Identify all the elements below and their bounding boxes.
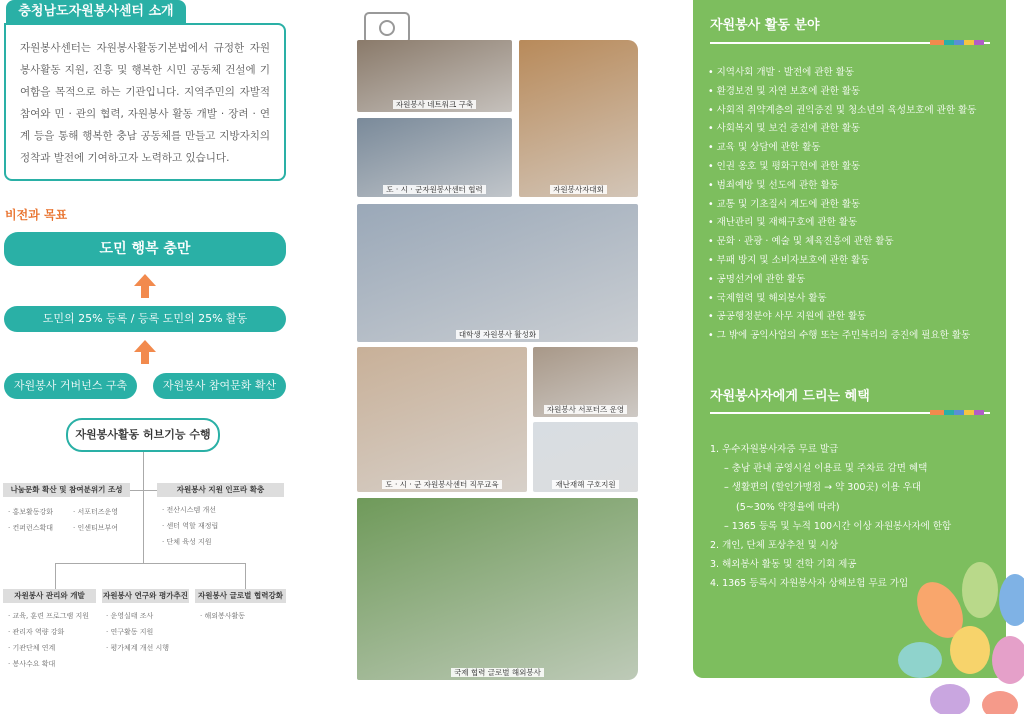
task-title: 자원봉사 글로벌 협력강화 — [195, 589, 286, 603]
task-item: · 홍보활동강화 — [8, 508, 54, 516]
activity-item: • 교육 및 상담에 관한 활동 — [708, 142, 821, 154]
photo-network: 자원봉사 네트워크 구축 — [357, 40, 512, 112]
connector-line — [55, 563, 245, 564]
task-item: · 교육, 훈련 프로그램 지원 — [8, 612, 89, 620]
hub-box: 자원봉사활동 허브기능 수행 — [66, 418, 220, 452]
task-item: · 서포터즈운영 — [73, 508, 119, 516]
strategy-pill: 자원봉사 거버넌스 구축 — [4, 373, 137, 399]
activity-item: • 교통 및 기초질서 계도에 관한 활동 — [708, 198, 861, 210]
task-items — [8, 504, 138, 536]
activity-item: • 재난관리 및 재해구호에 관한 활동 — [708, 217, 858, 229]
vision-pill: 도민 행복 충만 — [4, 232, 286, 266]
task-item: · 센터 역할 재정립 — [162, 522, 219, 530]
intro-title: 충청남도자원봉사센터 소개 — [6, 0, 186, 24]
task-item: · 관리자 역량 강화 — [8, 628, 65, 636]
benefit-item: – 1365 등록 및 누적 100시간 이상 자원봉사자에 한함 — [724, 520, 952, 532]
task-item: · 평가체계 개선 시행 — [106, 644, 169, 652]
task-item: · 기관단체 연계 — [8, 644, 56, 652]
photo-training: 도 · 시 · 군 자원봉사센터 직무교육 — [357, 347, 527, 492]
task-item: · 운영실태 조사 — [106, 612, 154, 620]
activity-item: • 공명선거에 관한 활동 — [708, 273, 806, 285]
benefits-title: 자원봉사자에게 드리는 혜택 — [710, 389, 870, 404]
task-item: · 전산시스템 개선 — [162, 506, 217, 514]
activities-title: 자원봉사 활동 분야 — [710, 18, 820, 33]
benefit-item: 3. 해외봉사 활동 및 견학 기회 제공 — [710, 559, 857, 571]
activity-item: • 환경보전 및 자연 보호에 관한 활동 — [708, 85, 861, 97]
task-title: 자원봉사 지원 인프라 확충 — [157, 483, 284, 497]
color-stripe — [930, 410, 984, 415]
task-title: 자원봉사 연구와 평가추진 — [102, 589, 189, 603]
task-item: · 인센티브부여 — [73, 524, 119, 532]
color-stripe — [930, 40, 984, 45]
task-item: · 연구활동 지원 — [106, 628, 154, 636]
activity-item: • 그 밖에 공익사업의 수행 또는 주민복리의 증진에 필요한 활동 — [708, 330, 971, 342]
photo-convention: 자원봉사자대회 — [519, 40, 638, 197]
activities-list — [708, 64, 1003, 346]
goal-pill: 도민의 25% 등록 / 등록 도민의 25% 활동 — [4, 306, 286, 332]
task-item: · 컨퍼런스확대 — [8, 524, 54, 532]
activity-item: • 지역사회 개발 · 발전에 관한 활동 — [708, 67, 855, 78]
connector-line — [245, 563, 246, 589]
benefit-item: (5~30% 약정율에 따라) — [736, 501, 840, 513]
task-title: 나눔문화 확산 및 참여분위기 조성 — [3, 483, 130, 497]
activity-item: • 국제협력 및 해외봉사 활동 — [708, 292, 827, 304]
activity-item: • 인권 옹호 및 평화구현에 관한 활동 — [708, 160, 861, 172]
benefit-item: 1. 우수자원봉사자증 무료 발급 — [710, 444, 839, 455]
benefit-item: – 생활편의 (할인가맹점 → 약 300곳) 이용 우대 — [724, 482, 922, 494]
strategy-pill: 자원봉사 참여문화 확산 — [153, 373, 286, 399]
task-item: · 봉사수요 확대 — [8, 660, 56, 668]
task-title: 자원봉사 관리와 개발 — [3, 589, 96, 603]
photo-university: 대학생 자원봉사 활성화 — [357, 204, 638, 342]
activity-item: • 사회복지 및 보건 증진에 관한 활동 — [708, 123, 861, 135]
activity-item: • 부패 방지 및 소비자보호에 관한 활동 — [708, 254, 870, 266]
photo-disaster: 재난재해 구호지원 — [533, 422, 638, 492]
photo-cooperation: 도 · 시 · 군자원봉사센터 협력 — [357, 118, 512, 197]
benefit-item: – 충남 관내 공영시설 이용료 및 주차료 감면 혜택 — [724, 463, 928, 475]
connector-line — [55, 563, 56, 589]
benefit-item: 4. 1365 등록시 자원봉사자 상해보험 무료 가입 — [710, 578, 909, 590]
activity-item: • 문화 · 관광 · 예술 및 체육진흥에 관한 활동 — [708, 236, 894, 248]
photo-global: 국제 협력 글로벌 해외봉사 — [357, 498, 638, 680]
intro-body: 자원봉사센터는 자원봉사활동기본법에서 규정한 자원봉사활동 지원, 진흥 및 행복한 시민 공동체 건설에 기여함을 목적으로 하는 기관입니다. 지역주민의 자발적 참여와 민 · 관의 협력, 자원봉사 활동 개발 · 장려 · 연계 등을 통해 행복한 충남 공동체를 만들고 지방자치의 정착과 발전에 기여하고자 노력하고 있습니다. — [4, 23, 286, 181]
activity-item: • 공공행정분야 사무 지원에 관한 활동 — [708, 311, 867, 323]
connector-line — [143, 452, 144, 564]
task-item: · 단체 육성 지원 — [162, 538, 212, 546]
activity-item: • 사회적 취약계층의 권익증진 및 청소년의 육성보호에 관한 활동 — [708, 104, 977, 116]
flower-decoration — [880, 560, 1024, 714]
benefit-item: 2. 개인, 단체 포상추천 및 시상 — [710, 540, 839, 552]
vision-title: 비전과 목표 — [5, 208, 68, 222]
activity-item: • 범죄예방 및 선도에 관한 활동 — [708, 179, 839, 191]
task-item: · 해외봉사활동 — [200, 612, 246, 620]
photo-supporters: 자원봉사 서포터즈 운영 — [533, 347, 638, 417]
